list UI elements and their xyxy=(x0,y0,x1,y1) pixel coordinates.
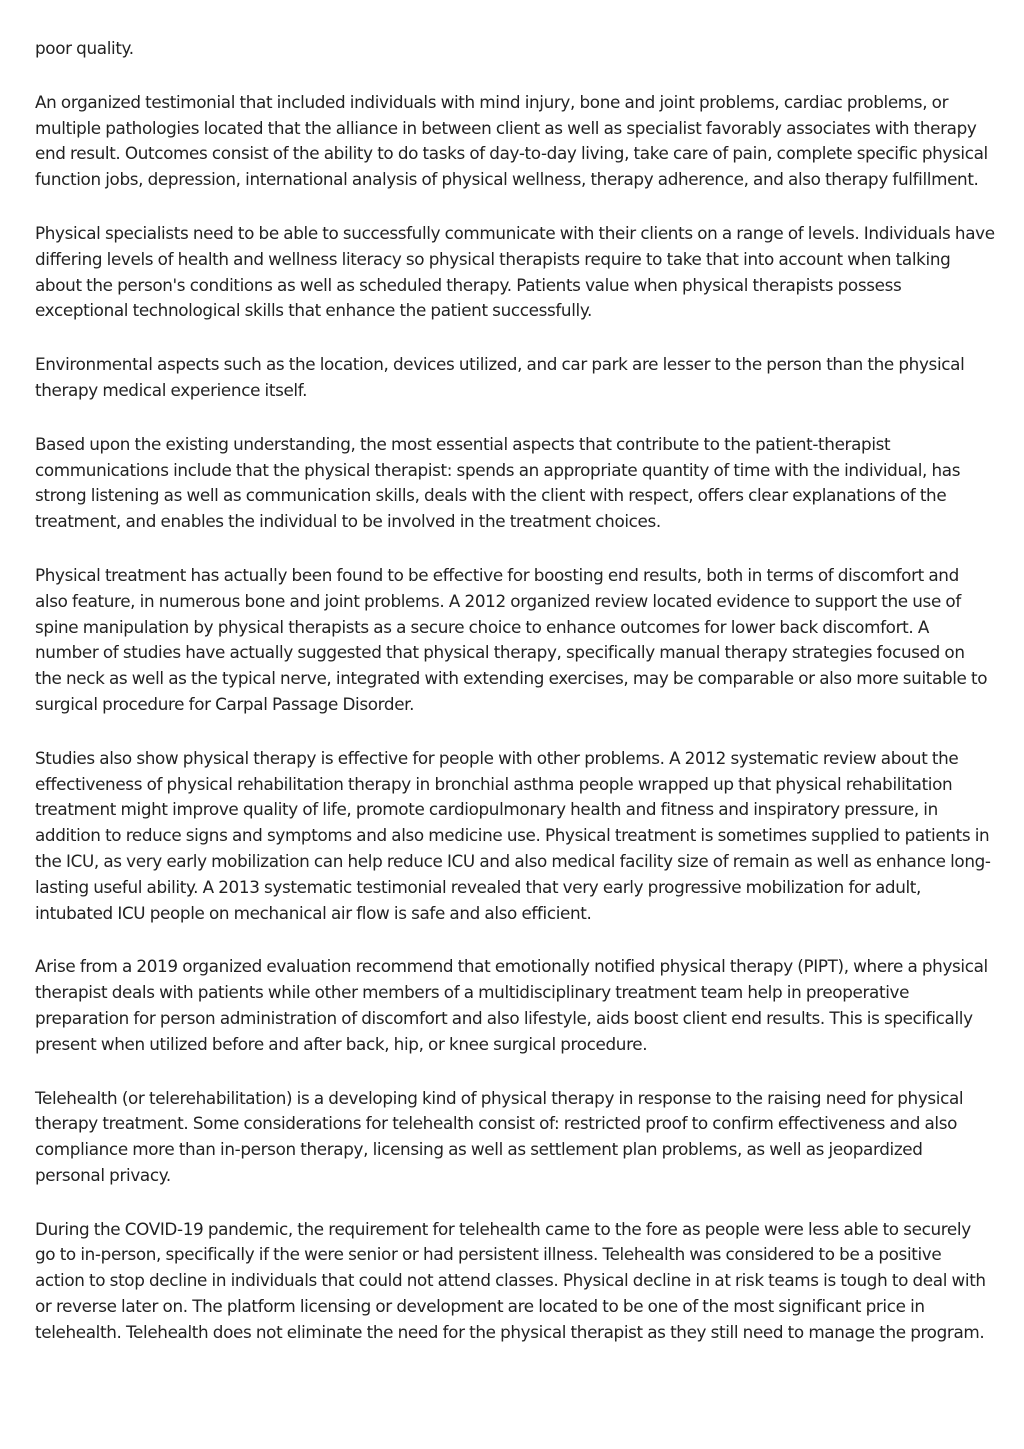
paragraph: An organized testimonial that included individuals with mind injury, bone and joint problems, cardiac problems, or multiple pathologies located that the alliance in between client as well as specialist favorably associates with therapy end result. Outcomes consist of the ability to do tasks of day-to-day living, take care of pain, complete specific physical function jobs, depression, international analysis of physical wellness, therapy adherence, and also therapy fulfillment. xyxy=(35,91,988,190)
paragraph: Arise from a 2019 organized evaluation recommend that emotionally notified physical therapy (PIPT), where a physical therapist deals with patients while other members of a multidisciplinary treatment team help in preoperative preparation for person administration of discomfort and also lifestyle, aids boost client end results. This is specifically present when utilized before and after back, hip, or knee surgical procedure. xyxy=(35,956,988,1054)
paragraph: Environmental aspects such as the location, devices utilized, and car park are lesser to the person than the physical therapy medical experience itself. xyxy=(35,354,965,400)
paragraph: Studies also show physical therapy is effective for people with other problems. A 2012 systematic review about the effectiveness of physical rehabilitation therapy in bronchial asthma people wrapped up that physical rehabilitation treatment might improve quality of life, promote cardiopulmonary health and fitness and inspiratory pressure, in addition to reduce signs and symptoms and also medicine use. Physical treatment is sometimes supplied to patients in the ICU, as very early mobilization can help reduce ICU and also medical facility size of remain as well as enhance long-lasting useful ability. A 2013 systematic testimonial revealed that very early progressive mobilization for adult, intubated ICU people on mechanical air flow is safe and also efficient. xyxy=(35,747,991,923)
paragraph: Telehealth (or telerehabilitation) is a developing kind of physical therapy in response to the raising need for physical therapy treatment. Some considerations for telehealth consist of: restricted proof to confirm effectiveness and also compliance more than in-person therapy, licensing as well as settlement plan problems, as well as jeopardized personal privacy. xyxy=(35,1087,964,1185)
paragraph: Physical treatment has actually been found to be effective for boosting end results, both in terms of discomfort and also feature, in numerous bone and joint problems. A 2012 organized review located evidence to support the use of spine manipulation by physical therapists as a secure choice to enhance outcomes for lower back discomfort. A number of studies have actually suggested that physical therapy, specifically manual therapy strategies focused on the neck as well as the typical nerve, integrated with extending exercises, may be comparable or also more suitable to surgical procedure for Carpal Passage Disorder. xyxy=(35,564,988,714)
paragraph: During the COVID-19 pandemic, the requirement for telehealth came to the fore as people were less able to securely go to in-person, specifically if the were senior or had persistent illness. Telehealth was considered to be a positive action to stop decline in individuals that could not attend classes. Physical decline in at risk teams is tough to deal with or reverse later on. The platform licensing or development are located to be one of the most significant price in telehealth. Telehealth does not eliminate the need for the physical therapist as they still need to manage the program. xyxy=(35,1218,986,1342)
document-body xyxy=(35,36,995,1374)
paragraph: poor quality. xyxy=(35,38,134,58)
paragraph: Physical specialists need to be able to successfully communicate with their clients on a range of levels. Individuals have differing levels of health and wellness literacy so physical therapists require to take that into account when talking about the person's conditions as well as scheduled therapy. Patients value when physical therapists possess exceptional technological skills that enhance the patient successfully. xyxy=(35,222,995,321)
paragraph: Based upon the existing understanding, the most essential aspects that contribute to the patient-therapist communications include that the physical therapist: spends an appropriate quantity of time with the individual, has strong listening as well as communication skills, deals with the client with respect, offers clear explanations of the treatment, and enables the individual to be involved in the treatment choices. xyxy=(35,433,961,532)
